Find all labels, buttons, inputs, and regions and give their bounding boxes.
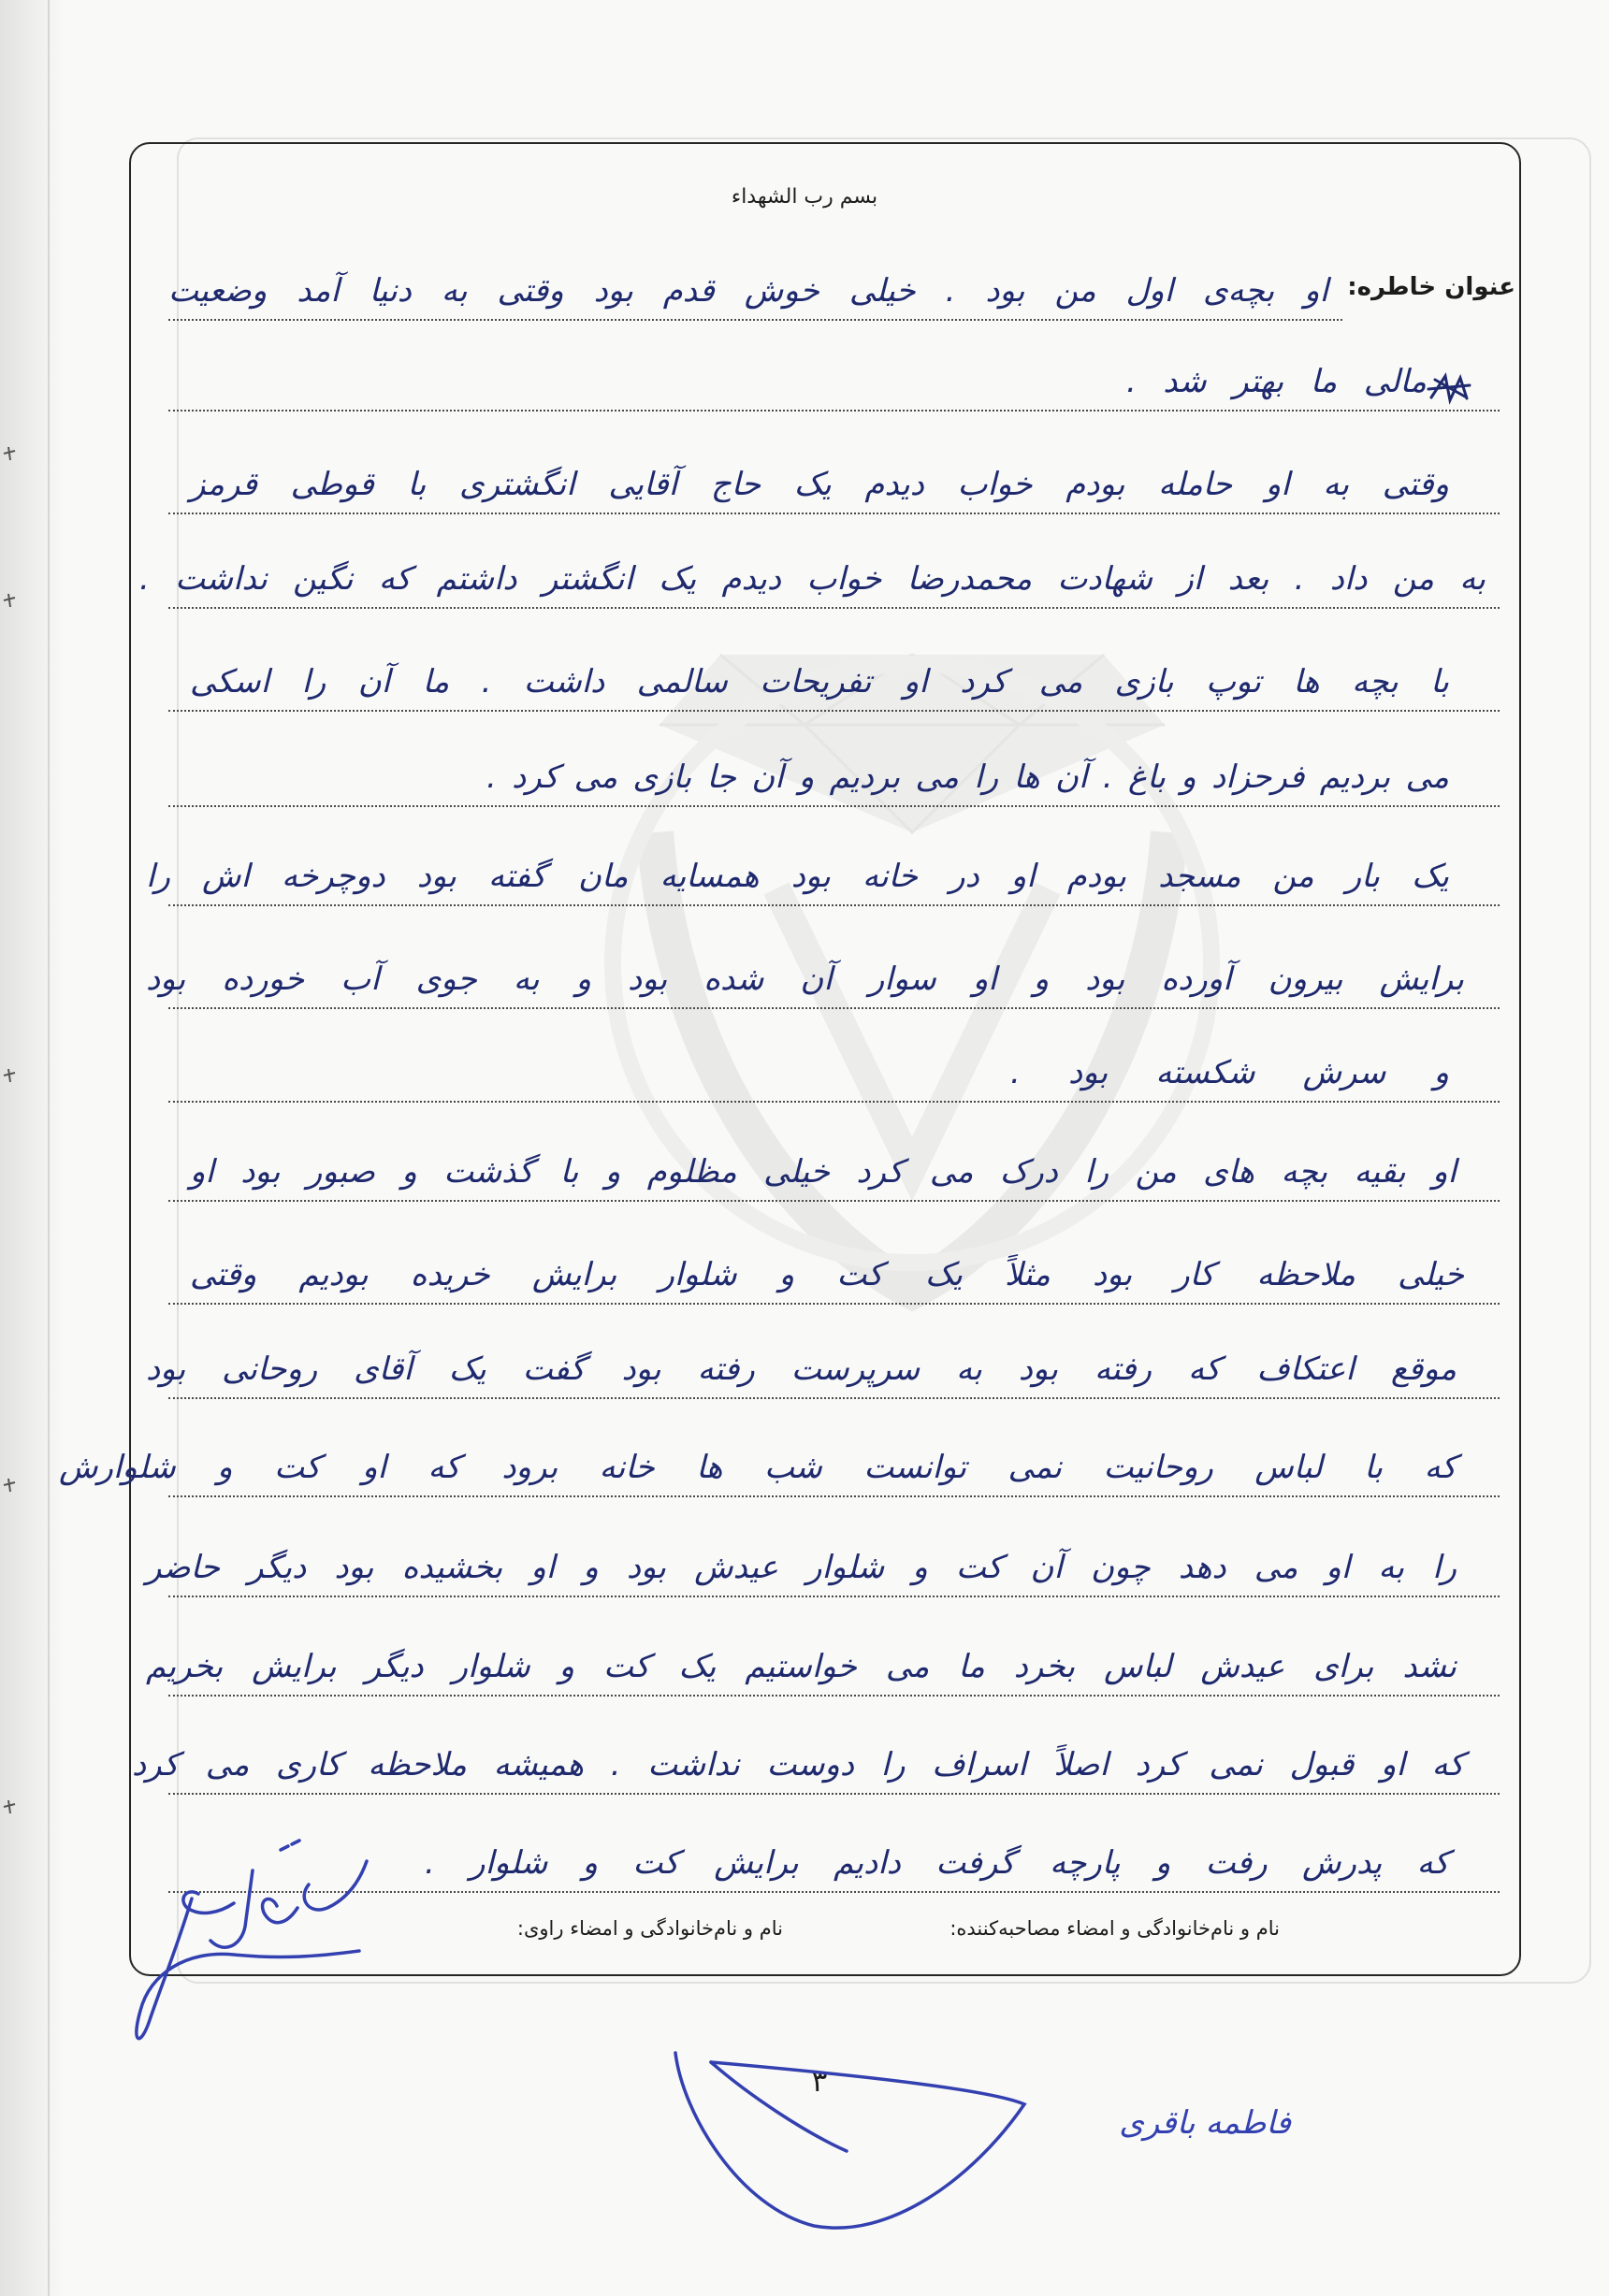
dotted-rule: [168, 1695, 1500, 1697]
dotted-rule: [168, 904, 1500, 906]
memoir-line: او بقیه بچه های من را درک می کرد خیلی مظلوم و با گذشت و صبور بود او: [190, 1153, 1457, 1191]
dotted-rule: [168, 1891, 1500, 1893]
dotted-rule: [168, 710, 1500, 712]
dotted-rule: [168, 805, 1500, 807]
interviewer-signature-label: نام و نام‌خانوادگی و امضاء مصاحبه‌کننده:: [949, 1917, 1280, 1940]
page-header: بسم رب الشهداء: [731, 185, 878, 209]
memoir-line: او بچه‌ی اول من بود . خیلی خوش قدم بود وقتی به دنیا آمد وضعیت: [168, 272, 1328, 310]
memoir-title-label: عنوان خاطره:: [1347, 273, 1515, 301]
memoir-line: موقع اعتکاف که رفته بود به سرپرست رفته بود گفت یک آقای روحانی بود: [146, 1350, 1457, 1388]
narrator-signature-label: نام و نام‌خانوادگی و امضاء راوی:: [516, 1917, 783, 1940]
memoir-line: می بردیم فرحزاد و باغ . آن ها را می بردیم و آن جا بازی می کرد .: [486, 758, 1450, 796]
interviewer-name-handwritten: فاطمه باقری: [1119, 2104, 1291, 2142]
memoir-line: برایش بیرون آورده بود و او سوار آن شده بود و به جوی آب خورده بود: [146, 960, 1464, 998]
dotted-rule: [168, 607, 1500, 609]
dotted-rule: [168, 1397, 1500, 1399]
dotted-rule: [168, 1007, 1500, 1009]
memoir-line: با بچه ها توپ بازی می کرد او تفریحات سالمی داشت . ما آن را اسکی: [190, 663, 1449, 700]
dotted-rule: [168, 319, 1342, 321]
dotted-rule: [168, 1793, 1500, 1795]
dotted-rule: [168, 513, 1500, 514]
memoir-line: نشد برای عیدش لباس بخرد ما می خواستیم یک کت و شلوار دیگر برایش بخریم: [146, 1648, 1457, 1685]
dotted-rule: [168, 1596, 1500, 1597]
memoir-line: مالی ما بهتر شد .: [1126, 363, 1427, 400]
dotted-rule: [168, 1101, 1500, 1103]
dotted-rule: [168, 410, 1500, 412]
memoir-line: وقتی به او حامله بودم خواب دیدم یک حاج آقایی انگشتری با قوطی قرمز: [190, 466, 1449, 503]
left-page-edge: [0, 0, 65, 2296]
page-number: ۳: [811, 2063, 828, 2099]
memoir-line: خیلی ملاحظه کار بود مثلاً یک کت و شلوار برایش خریده بودیم وقتی: [190, 1256, 1464, 1293]
memoir-line: را به او می دهد چون آن کت و شلوار عیدش بود و او بخشیده بود دیگر حاضر: [146, 1549, 1457, 1586]
memoir-line: به من داد . بعد از شهادت محمدرضا خواب دیدم یک انگشتر داشتم که نگین نداشت .: [139, 560, 1486, 598]
memoir-line: یک بار من مسجد بودم او در خانه بود همسایه مان گفته بود دوچرخه اش را: [146, 858, 1449, 895]
memoir-line: که او قبول نمی کرد اصلاً اسراف را دوست نداشت . همیشه ملاحظه کاری می کرد: [132, 1746, 1464, 1783]
dotted-rule: [168, 1303, 1500, 1305]
memoir-line: که پدرش رفت و پارچه گرفت دادیم برایش کت و شلوار .: [425, 1844, 1449, 1882]
dotted-rule: [168, 1495, 1500, 1497]
dotted-rule: [168, 1200, 1500, 1202]
memoir-line: که با لباس روحانیت نمی توانست شب ها خانه برود که او کت و شلوارش: [59, 1449, 1457, 1486]
memoir-line: و سرش شکسته بود .: [1010, 1054, 1449, 1091]
